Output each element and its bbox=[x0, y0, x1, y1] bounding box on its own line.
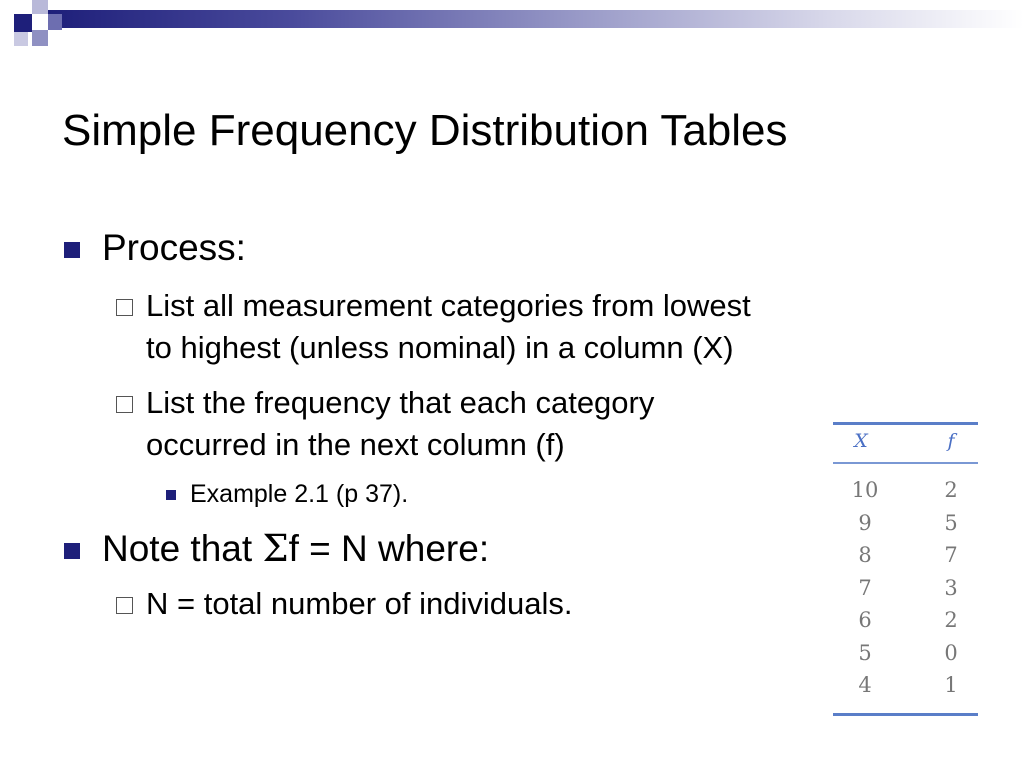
table-cell-f: 0 bbox=[944, 640, 958, 665]
bullet-text: N = total number of individuals. bbox=[146, 586, 573, 621]
bullet-text-line: List all measurement categories from lowest bbox=[146, 288, 751, 323]
decor-square bbox=[14, 32, 28, 46]
bullet-text: Note that bbox=[102, 528, 263, 569]
table-cell-f: 1 bbox=[944, 673, 958, 697]
decor-square bbox=[32, 30, 48, 46]
table-cell-f: 2 bbox=[944, 478, 958, 502]
bullet-text: f = N where: bbox=[288, 528, 490, 569]
table-cell-x: 5 bbox=[858, 640, 872, 665]
sigma-symbol: Σ bbox=[262, 527, 289, 570]
bullet-text: Process: bbox=[102, 227, 246, 268]
square-bullet-icon bbox=[166, 490, 176, 500]
table-cell-f: 7 bbox=[944, 543, 958, 567]
sub-sub-bullet-example bbox=[166, 479, 408, 509]
square-bullet-icon bbox=[64, 543, 80, 559]
table-cell-x: 6 bbox=[858, 608, 872, 632]
bullet-text: Example 2.1 (p 37). bbox=[190, 480, 409, 508]
hollow-square-bullet-icon bbox=[116, 396, 133, 413]
decor-square bbox=[14, 14, 32, 32]
table-header-rule bbox=[833, 462, 978, 464]
bullet-text-line: occurred in the next column (f) bbox=[146, 427, 565, 462]
sub-bullet-list-frequency bbox=[116, 382, 654, 466]
table-bottom-rule bbox=[833, 713, 978, 716]
table-header-x: X bbox=[854, 430, 868, 452]
bullet-note bbox=[64, 527, 489, 571]
table-top-rule bbox=[833, 422, 978, 425]
table-cell-x: 10 bbox=[851, 478, 879, 502]
bullet-process bbox=[64, 226, 246, 270]
hollow-square-bullet-icon bbox=[116, 597, 133, 614]
table-cell-f: 3 bbox=[944, 575, 958, 600]
table-cell-x: 9 bbox=[858, 510, 872, 535]
table-header-f: f bbox=[947, 430, 955, 452]
decor-square bbox=[48, 14, 62, 30]
square-bullet-icon bbox=[64, 242, 80, 258]
sub-bullet-n-definition bbox=[116, 583, 572, 625]
table-cell-x: 4 bbox=[858, 673, 872, 697]
table-cell-f: 5 bbox=[944, 510, 958, 535]
table-cell-x: 8 bbox=[858, 543, 872, 567]
table-cell-f: 2 bbox=[944, 608, 958, 632]
bullet-text-line: List the frequency that each category bbox=[146, 385, 655, 420]
hollow-square-bullet-icon bbox=[116, 299, 133, 316]
header-gradient-bar bbox=[48, 10, 1024, 28]
table-cell-x: 7 bbox=[858, 575, 872, 600]
frequency-table bbox=[833, 422, 978, 718]
sub-bullet-list-categories bbox=[116, 285, 751, 369]
slide-title: Simple Frequency Distribution Tables bbox=[62, 106, 788, 155]
decor-square bbox=[32, 0, 48, 14]
bullet-text-line: to highest (unless nominal) in a column (X) bbox=[146, 330, 734, 365]
